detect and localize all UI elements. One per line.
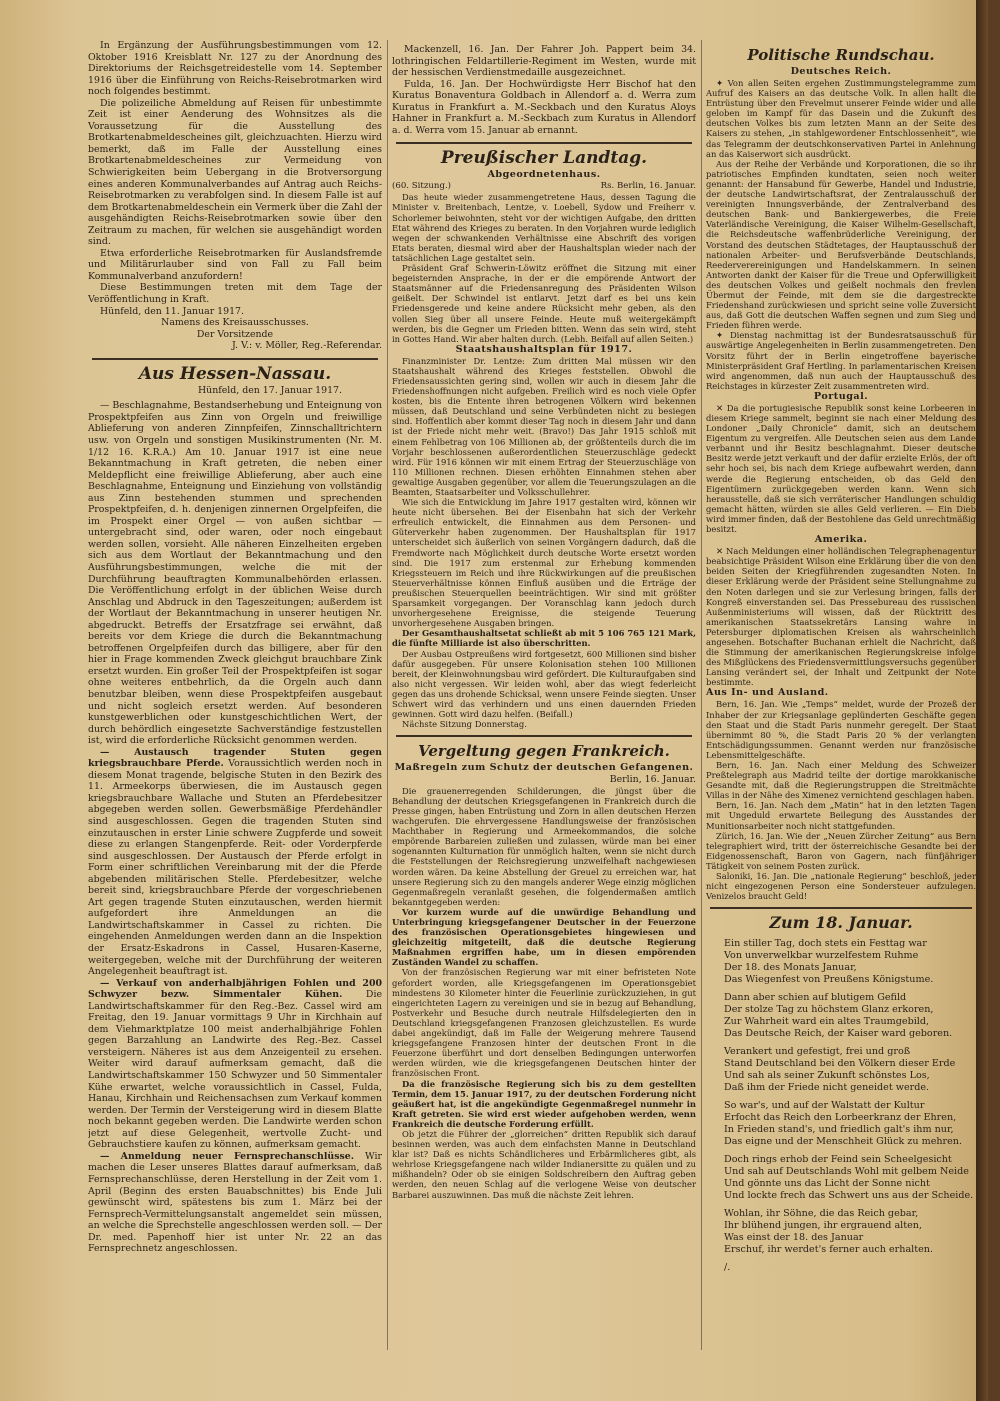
paragraph: Da die französische Regierung sich bis zu dem gestellten Termin, dem 15. Januar 1917, zu der deutschen Forderung nicht geäußert hat, ist die angekündigte Gegenmaßregel nunmehr in Kraft getreten. Sie wird erst wieder aufgehoben werden, wenn Frankreich die deutsche Forderung erfüllt. [392, 1078, 696, 1129]
signature-line: Der Vorsitzende [196, 328, 274, 340]
binding-edge [976, 0, 988, 1401]
poem-line: Von unverwelkbar wurzelfestem Ruhme [724, 950, 919, 962]
poem-line: Zur Wahrheit ward ein altes Traumgebild, [724, 1016, 930, 1028]
sub-heading: Maßregeln zum Schutz der deutschen Gefangenen. [394, 762, 694, 774]
sub-heading: Deutsches Reich. [790, 66, 892, 77]
paragraph: Präsident Graf Schwerin-Löwitz eröffnet die Sitzung mit einer begeisternden Ansprache, in der er die empörende Antwort der Staatsmänner auf die Friedensanregung des Präsidenten Wilson geißelt. Der Schwindel ist entlarvt. Jetzt darf es bei uns kein Friedensgerede und keine andere Rücksicht mehr geben, als den vollen Sieg über all unsere Feinde. Heute muß weitergekämpft werden, bis die Gegner um Frieden bitten. Wenn das sein wird, steht in Gottes Hand. Wir aber halten durch. (Lebh. Beifall auf allen Seiten.) [392, 263, 696, 344]
poem-line: Und sah auf Deutschlands Wohl mit gelbem Neide [724, 1166, 969, 1178]
article-lead: — Austausch tragender Stuten gegen kriegsbrauchbare Pferde. [88, 746, 382, 770]
poem-line: Das eigne und der Menschheit Glück zu mehren. [724, 1136, 963, 1148]
paragraph: Der Ausbau Ostpreußens wird fortgesetzt, 600 Millionen sind bisher dafür ausgegeben. Für unsere Kolonisation stehen 100 Millionen bereit, der Kleinwohnungsbau wird gefördert. Die Kulturaufgaben sind also nicht vergessen. Wir leiden wohl, aber das wiegt federleicht gegen das uns drohende Schicksal, wenn unsere Feinde siegten. Unser Schwert wird das verhindern und uns einen dauernden Frieden gewinnen. Gott wird dazu helfen. (Beifall.) [392, 648, 696, 720]
poem-title: Zum 18. Januar. [769, 913, 913, 933]
article-horse-exchange [88, 747, 382, 978]
poem-line: Und lockte frech das Schwert uns aus der Scheide. [724, 1190, 974, 1202]
paragraph: ✦ Von allen Seiten ergehen Zustimmungstelegramme zum Aufruf des Kaisers an das deutsche Volk. In allen hallt die Entrüstung über den Frevelmut unserer Feinde wider und alle geloben im Kampf für das Dasein und die Zukunft des deutschen Volkes bis zum letzten Mann an der Seite des Kaisers zu stehen, „in stahlgewordener Entschlossenheit“, wie das Telegramm der deutschkonservativen Partei in Anlehnung an das Kaiserwort sich ausdrückt. [706, 78, 976, 159]
paragraph: Wie sich die Entwicklung im Jahre 1917 gestalten wird, können wir heute nicht übersehen. Bei der Eisenbahn hat sich der Verkehr erfreulich entwickelt, die Einnahmen aus dem Personen- und Güterverkehr haben zugenommen. Der Haushaltsplan für 1917 unterscheidet sich äußerlich von seinen Vorgängern dadurch, daß die Fremdworte nach Möglichkeit durch deutsche Worte ersetzt worden sind. Die 1917 zum erstenmal zur Erhebung kommenden Kriegssteuern im Reich und ihre Rückwirkungen auf die preußischen Steuerverhältnisse können Einfluß ausüben und die Erträge der preußischen Steuerquellen beeinträchtigen. Wir sind mit größter Sparsamkeit vorgegangen. Der Voranschlag kann jedoch durch unvorhergesehene Ereignisse, die steigende Teuerung unvorhergesehene Ausgaben bringen. [392, 497, 696, 629]
poem-line: So war's, und auf der Walstatt der Kultur [724, 1100, 925, 1112]
poem-stanza [724, 1046, 976, 1094]
paragraph: Das heute wieder zusammengetretene Haus, dessen Tagung die Minister v. Breitenbach, Lentze, v. Loebell, Sydow und Freiherr v. Schorlemer beiwohnten, steht vor der wichtigen Aufgabe, den dritten Etat während des Krieges zu beraten. In den Vorjahren wurde lediglich wegen der schwankenden Verhältnisse eine Abschrift des vorigen Etats beraten, diesmal wird aber der Haushaltsplan wieder nach der tatsächlichen Lage gestaltet sein. [392, 192, 696, 263]
session-line [392, 181, 696, 192]
poem-stanza [724, 938, 976, 986]
dateline: Berlin, 16. Januar. [609, 774, 696, 786]
paragraph: Ob jetzt die Führer der „glorreichen“ dritten Republik sich darauf besinnen werden, was auch dem einfachsten Manne in Deutschland klar ist? Daß es nichts Schändlicheres und Erbärmlicheres gibt, als wehrlose Kriegsgefangene nach wilder Indianersitte zu quälen und zu mißhandeln? Oder ob sie einigen Soldschreibern den Auftrag geben werden, den neuen Schlag auf die verlogene Weise von deutscher Barbarei auszuwinnen. Das muß die nächste Zeit lehren. [392, 1128, 696, 1200]
local-news: Mackenzell, 16. Jan. Der Fahrer Joh. Pappert beim 34. lothringischen Feldartillerie-Regiment im Westen, wurde mit der hessischen Verdienstmedaille ausgezeichnet. [392, 44, 696, 79]
poem-line: Daß ihm der Friede nicht geneidet werde. [724, 1082, 930, 1094]
article-body: Voraussichtlich werden noch in diesem Monat tragende, belgische Stuten in den Bezirk des 11. Armeekorps überwiesen, die im Austausch gegen kriegsbrauchbare Wallache und Stuten an Pferdebesitzer abgegeben werden sollen. Gewerbsmäßige Pferdehändler sind ausgeschlossen. Gegen die tragenden Stuten sind einzutauschen in erster Linie schwere Zugpferde und soweit diese zu erlangen Stangenpferde. Reit- oder Vorderpferde sind ausgeschlossen. Der Austausch der Pferde erfolgt in Form einer schriftlichen Vereinbarung mit der die Pferde abgebenden militärischen Stelle. Pferdebesitzer, welche bereit sind, kriegsbrauchbare Pferde der vorgeschriebenen Art gegen tragende Stuten einzutauschen, werden hiermit aufgefordert ihre Anmeldungen an die Landwirtschaftskammer in Cassel zu richten. Die eingehenden Anmeldungen werden dann an die Inspektion der Ersatz-Eskadrons in Cassel, Husaren-Kaserne, weitergegeben, welche mit der Durchführung der weiteren Angelegenheit beauftragt ist. [88, 758, 382, 978]
sub-heading: Staatshaushaltsplan für 1917. [455, 343, 633, 355]
paragraph: Der Gesamthaushaltsetat schließt ab mit 5 106 765 121 Mark, die fünfte Milliarde ist also überschritten. [392, 628, 696, 649]
poem-line: Und sah als seiner Zukunft schönstes Los, [724, 1070, 930, 1082]
sub-heading: Amerika. [814, 534, 868, 546]
poem-stanza [724, 1100, 976, 1148]
paragraph: Finanzminister Dr. Lentze: Zum dritten Mal müssen wir den Staatshaushalt während des Krieges feststellen. Obwohl die Friedensaussichten gering sind, wollen wir auch in diesem Jahr die Friedenshoffnungen nicht aufgeben. Freilich wird es noch viele Opfer kosten, bis die Entente ihren betrogenen Völkern wird bekennen müssen, daß Deutschland und seine Verbündeten nicht zu besiegen sind. Hoffentlich aber kommt dieser Tag noch in diesem Jahr und dann ist der Friede nicht mehr weit. (Bravo!) Das Jahr 1915 schloß mit einem Fehlbetrag von 106 Millionen ab, der größtenteils durch die im Vorjahr beschlossenen außerordentlichen Steuerzuschläge gedeckt wird. Für 1916 können wir mit einem Ertrag der Steuerzuschläge von 110 Millionen rechnen. Diesen erhöhten Einnahmen stehen aber gewaltige Ausgaben gegenüber, vor allem die Teuerungszulagen an die Beamten, Staatsarbeiter und Volksschullehrer. [392, 355, 696, 497]
paragraph: Nächste Sitzung Donnerstag. [402, 719, 527, 730]
article-body: Wir machen die Leser unseres Blattes darauf aufmerksam, daß Fernsprechanschlüsse, deren Herstellung in der Zeit vom 1. April (Beginn des ersten Bauabschnittes) bis Ende Juli gewünscht wird, spätestens bis zum 1. März bei der Fernsprech-Vermittelungsanstalt angemeldet sein müssen, an welche die Sprechstelle angeschlossen werden soll. — Der Dr. med. Papenhoff hier ist unter Nr. 22 an das Fernsprechnetz angeschlossen. [88, 1150, 382, 1255]
paragraph: Die grauenerregenden Schilderungen, die jüngst über die Behandlung der deutschen Kriegsgefangenen in Frankreich durch die Presse gingen, haben Entrüstung und Zorn in allen deutschen Herzen wachgerufen. Die ehrvergessene Handlungsweise der französischen Machthaber in Regierung und Armeekommandos, die solche empörende Barbareien zuließen und zulassen, würde man bei einer sogenannten Kulturnation für unmöglich halten, wenn sie nicht durch die Feststellungen der Reichsregierung unzweifelhaft nachgewiesen worden wären. Da keine Abstellung der Greuel zu erreichen war, hat unsere Regierung sich zu den mangels anderer Wege einzig möglichen Gegenmaßregeln veranlaßt gesehen, die folgendermaßen amtlich bekanntgegeben werden: [392, 785, 696, 907]
poem-line: Der 18. des Monats Januar, [724, 962, 857, 974]
section-divider [710, 907, 972, 909]
poem-line: Wohlan, ihr Söhne, die das Reich gebar, [724, 1208, 919, 1220]
session-number: (60. Sitzung.) [392, 181, 452, 192]
paragraph: Zürich, 16. Jan. Wie der „Neuen Zürcher Zeitung“ aus Bern telegraphiert wird, tritt der österreichische Gesandte bei der Eidgenossenschaft, Baron von Gagern, nach fünfjähriger Tätigkeit von seinem Posten zurück. [706, 830, 976, 871]
poem-line: Erschuf, ihr werdet's ferner auch erhalten. [724, 1244, 933, 1256]
sub-heading: Portugal. [813, 390, 869, 402]
poem [706, 938, 976, 1274]
column-rule [387, 40, 388, 1350]
section-divider [92, 358, 378, 360]
poem-line: Was einst der 18. des Januar [724, 1232, 864, 1244]
paragraph: ✕ Da die portugiesische Republik sonst keine Lorbeeren in diesem Kriege sammelt, beginnt sie nach einer Meldung des Londoner „Daily Chronicle“ damit, sich an deutschem Eigentum zu vergreifen. Alle Deutschen seien aus dem Lande verbannt und ihr Besitz beschlagnahmt. Dieser deutsche Besitz werde jetzt verkauft und der dafür erzielte Erlös, der oft sehr hoch sei, bis nach dem Kriege aufbewahrt werden, dann werde die Regierung entscheiden, ob das Geld den Eigentümern zurückgegeben werden kann. Wenn sich herausstelle, daß sie sich verräterischer Handlungen schuldig gemacht hätten, würden sie alles Geld verlieren. — Ein Dieb wird immer finden, daß der Bestohlene das Geld unrechtmäßig besitzt. [706, 402, 976, 535]
poem-stanza [724, 1208, 976, 1256]
section-divider [396, 142, 692, 144]
signature-line: J. V.: v. Möller, Reg.-Referendar. [231, 340, 382, 352]
paragraph: Bern, 16. Jan. Nach dem „Matin“ hat in den letzten Tagen mit Ungeduld erwartete Beilegung des Ausstandes der Munitionsarbeiter noch nicht stattgefunden. [706, 800, 976, 831]
paragraph: Bern, 16. Jan. Nach einer Meldung des Schweizer Preßtelegraph aus Madrid teilte der dortige marokkanische Gesandte mit, daß die Regierungstruppen die Streitmächte Villas in der Nähe des Ximenez vernichtend geschlagen haben. [706, 760, 976, 801]
poem-stanza [724, 992, 976, 1040]
paragraph: Diese Bestimmungen treten mit dem Tage der Veröffentlichung in Kraft. [88, 282, 382, 306]
poem-line: Der stolze Tag zu höchstem Glanz erkoren, [724, 1004, 934, 1016]
column-1 [88, 40, 382, 1255]
section-heading: Politische Rundschau. [747, 46, 935, 64]
sub-heading: Abgeordnetenhaus. [487, 169, 601, 181]
dateline: Hünfeld, den 17. Januar 1917. [198, 384, 342, 396]
article-organ-pipes: — Beschlagnahme, Bestandserhebung und Enteignung von Prospektpfeifen aus Zinn von Orgeln und freiwillige Ablieferung von anderen Zinnpfeifen, Zinnschalltrichtern usw. von Orgeln und sonstigen Musikinstrumenten (Nr. M. 1/12 16. K.R.A.) Am 10. Januar 1917 ist eine neue Bekanntmachung in Kraft getreten, die neben einer Meldepflicht eine freiwillige Ablieferung, aber auch eine Beschlagnahme, Enteignung und Einziehung von vollständig aus Zinn bestehenden stummen und sprechenden Prospektpfeifen, d. h. denjenigen zinnernen Orgelpfeifen, die im Prospekt einer Orgel — von außen sichtbar — untergebracht sind, oder waren, oder noch eingebaut werden sollen, vorsieht. Alle näheren Einzelheiten ergeben sich aus dem Wortlaut der Bekanntmachung und den Ausführungsbestimmungen, welche die mit der Durchführung beauftragten Kommunalbehörden erlassen. Die Veröffentlichung erfolgt in der üblichen Weise durch Anschlag und Abdruck in den Tageszeitungen; außerdem ist der Wortlaut der Bekanntmachung in unserer heutigen Nr. abgedruckt. Betreffs der Ersatzfrage sei erwähnt, daß bereits vor dem Kriege die durch die Bekanntmachung betroffenen Orgelpfeifen durch das billigere, aber für den hier in Frage kommenden Zweck gleichgut brauchbare Zink ersetzt wurden. Ein großer Teil der Prospektpfeifen ist sogar ohne weiteres entbehrlich, da die Orgeln auch dann benutzbar bleiben, wenn diese Prospektpfeifen ausgebaut und nicht sogleich ersetzt werden. Auf besonderen kunstgewerblichen oder kunstgeschichtlichen Wert, der durch behördlich eingesetzte Sachverständige festzustellen ist, wird die erforderliche Rücksicht genommen werden. [88, 400, 382, 747]
section-heading: Vergeltung gegen Frankreich. [418, 742, 670, 761]
bread-notice [88, 40, 382, 352]
local-news: Fulda, 16. Jan. Der Hochwürdigste Herr Bischof hat den Kuratus Bonaventura Goldbach in Allendorf a. d. Werra zum Kuratus in Frankfurt a. M.-Seckbach und den Kuratus Aloys Hahner in Frankfurt a. M.-Seckbach zum Kuratus in Allendorf a. d. Werra vom 15. Januar ab ernannt. [392, 78, 696, 136]
poem-line: Ein stiller Tag, doch stets ein Festtag war [724, 938, 927, 950]
article-lead: — Anmeldung neuer Fernsprechanschlüsse. [100, 1150, 355, 1162]
column-rule [701, 40, 702, 1350]
poem-line: Das Deutsche Reich, der Kaiser ward geboren. [724, 1028, 953, 1040]
poem-line: Doch rings erhob der Feind sein Scheelgesicht [724, 1154, 952, 1166]
poem-line: Dann aber schien auf blutigem Gefild [724, 992, 907, 1004]
poem-line: Erfocht das Reich den Lorbeerkranz der Ehren, [724, 1112, 957, 1124]
poem-stanza [724, 1154, 976, 1202]
poem-line: Und gönnte uns das Licht der Sonne nicht [724, 1178, 930, 1190]
article-lead: — Verkauf von anderhalbjährigen Fohlen und 200 Schwyzer bezw. Simmentaler Kühen. [88, 977, 382, 1001]
poem-line: In Frieden stand's, und friedlich galt's ihm nur, [724, 1124, 954, 1136]
paragraph: In Ergänzung der Ausführungsbestimmungen vom 12. Oktober 1916 Kreisblatt Nr. 127 zu der Anordnung des Direktoriums der Reichsgetreidestelle vom 14. September 1916 über die Einführung von Reichs-Reisebrotmarken wird noch folgendes bestimmt. [88, 40, 382, 98]
article-body: Die Landwirtschaftskammer für den Reg.-Bez. Cassel wird am Freitag, den 19. Januar vormittags 9 Uhr in Kirchhain auf dem Viehmarktplatze 100 meist anderhalbjährige Fohlen gegen Barzahlung an Landwirte des Reg.-Bez. Cassel versteigern. Näheres ist aus dem Anzeigenteil zu ersehen. Weiter wird darauf aufmerksam gemacht, daß die Landwirtschaftskammer 150 Schwyzer und 50 Simmentaler Kühe erwartet, welche voraussichtlich in Cassel, Fulda, Hanau, Kirchhain und Reichensachsen zum Verkauf kommen werden. Der Termin der Versteigerung wird in diesem Blatte noch bekannt gegeben werden. Die Landwirte werden schon jetzt auf diese Gelegenheit, wertvolle Zucht- und Gebrauchstiere kaufen zu können, aufmerksam gemacht. [88, 989, 382, 1151]
column-2 [392, 44, 696, 1200]
section-divider [396, 735, 692, 737]
article-livestock-sale [88, 978, 382, 1151]
paragraph: Etwa erforderliche Reisebrotmarken für Auslandsfremde und Militärurlauber sind von Fall zu Fall beim Kommunalverband anzufordern! [88, 247, 382, 282]
section-heading: Aus Hessen-Nassau. [138, 363, 332, 384]
session-date: Rs. Berlin, 16. Januar. [600, 181, 696, 192]
paragraph: ✕ Nach Meldungen einer holländischen Telegraphenagentur beabsichtige Präsident Wilson eine Erklärung über die von den beiden Seiten der Kriegführenden zugesandten Noten. In dieser Erklärung werde der Präsident seine Stellungnahme zu den Noten darlegen und sie zur Verlesung bringen, falls der Kongreß einverstanden sei. Das Pressebureau des russischen Außenministeriums will wissen, daß der Rücktritt des amerikanischen Staatssekretärs Lansing wahre in Petersburger diplomatischen Kreisen als wahrscheinlich angesehen. Botschafter Buchanan erhielt die Nachricht, daß die Stimmung der amerikanischen Regierungskreise infolge des Mißglückens des Friedensvermittlungsversuchs gegenüber Lansing verändert sei, der Inhalt und Zeitpunkt der Note bestimmte. [706, 546, 976, 688]
place-date: Hünfeld, den 11. Januar 1917. [100, 305, 244, 317]
paragraph: Bern, 16. Jan. Wie „Temps“ meldet, wurde der Prozeß der Inhaber der zur Kriegsanlage geplünderten Geschäfte gegen den Staat und die Stadt Paris nunmehr geregelt. Der Staat übernimmt 80 %, die Stadt Paris 20 % der verlangten Entschädigungssummen. Genannt werden nur französische Lebensmittelgeschäfte. [706, 699, 976, 760]
paragraph: Saloniki, 16. Jan. Die „nationale Regierung“ beschloß, jeder nicht eingezogenen Person eine Sondersteuer aufzulegen. Venizelos braucht Geld! [706, 871, 976, 902]
section-heading: Preußischer Landtag. [440, 148, 648, 169]
paragraph: ✦ Dienstag nachmittag ist der Bundesratsausschuß für auswärtige Angelegenheiten in Berlin zusammengetreten. Den Vorsitz führt der in Berlin eingetroffene bayerische Ministerpräsident Graf Hertling. In parlamentarischen Kreisen wird angenommen, daß nun auch der Hauptausschuß des Reichstages in kürzester Zeit zusammentreten wird. [706, 330, 976, 391]
paragraph: Von der französischen Regierung war mit einer befristeten Note gefordert worden, alle Kriegsgefangenen im Operationsgebiet mindestens 30 Kilometer hinter die Feuerlinie zurückzuziehen, in gut eingerichteten Lagern zu vereinigen und sie in bezug auf Behandlung, Postverkehr und Besuche durch neutrale Hilfsdelegierten den in Deutschland kriegsgefangenen Franzosen gleichzustellen. Es wurde dabei angekündigt, daß im Falle der Weigerung mehrere Tausend kriegsgefangene Franzosen hinter der deutschen Front in die Feuerzone überführt und dort denselben Bedingungen unterworfen werden würden, wie die kriegsgefangenen Deutschen hinter der französischen Front. [392, 967, 696, 1079]
poem-line: Das Wiegenfest von Preußens Königstume. [724, 974, 934, 986]
paragraph: Aus der Reihe der Verbände und Korporationen, die so ihr patriotisches Empfinden kundtaten, seien noch weiter genannt: der Hansabund für Gewerbe, Handel und Industrie, der deutsche Landwirtschaftsrat, der Zentralausschuß der vereinigten Innungsverbände, der Zentralverband des deutschen Bank- und Bankiergewerbes, die Freie Vaterländische Vereinigung, die Kaiser Wilhelm-Gesellschaft, die Reichsdeutsche waffenbrüderliche Vereinigung, der Vorstand des deutschen Städtetages, der Hauptausschuß der nationalen Arbeiter- und Berufsverbände Deutschlands, Reederverereinigungen und Handelskammern. In seinen Antworten dankt der Kaiser für die Treue und Opferwilligkeit des deutschen Volkes und geißelt nochmals den frevlen Übermut der Feinde, mit dem sie die dargestreckte Friedenshand zurückwiesen und spricht seine volle Zuversicht aus, daß Gott die deutschen Waffen segnen und zum Sieg und Frieden führen werde. [706, 158, 976, 331]
sub-heading: Aus In- und Ausland. [706, 687, 829, 699]
poem-line: Verankert und gefestigt, frei und groß [724, 1046, 911, 1058]
column-3 [706, 44, 976, 1274]
paragraph: Vor kurzem wurde auf die unwürdige Behandlung und Unterbringung kriegsgefangener Deutscher in der Feuerzone des französischen Operationsgebietes hingewiesen und gleichzeitig mitgeteilt, daß die deutsche Regierung Maßnahmen ergriffen habe, um in diesen empörenden Zuständen Wandel zu schaffen. [392, 906, 696, 968]
article-telephone [88, 1151, 382, 1255]
poem-line: Ihr blühend jungen, ihr ergrauend alten, [724, 1220, 923, 1232]
poem-line: Stand Deutschland bei den Völkern dieser Erde [724, 1058, 956, 1070]
signature-line: Namens des Kreisausschusses. [161, 317, 309, 329]
end-mark: /. [724, 1262, 731, 1274]
paragraph: Die polizeiliche Abmeldung auf Reisen für unbestimmte Zeit ist einer Aenderung des Wohnsitzes als die Voraussetzung für die Ausstellung des Brotkartenabmeldescheines gilt, gleichzuachten. Hierzu wird bemerkt, daß im Falle der Ausstellung eines Brotkartenabmeldescheines zur Vermeidung von Schwierigkeiten beim Uebergang in die Brotversorgung eines anderen Kommunalverbandes auf Antrag auch Reichs-Reisebrotmarken zu verabfolgen sind. In diesem Falle ist auf dem Brotkartenabmeldeschein ein Vermerk über die Zahl der ausgehändigten Reichs-Reisebrotmarken sowie über den Zeitraum zu machen, für welchen sie ausgehändigt worden sind. [88, 97, 382, 248]
